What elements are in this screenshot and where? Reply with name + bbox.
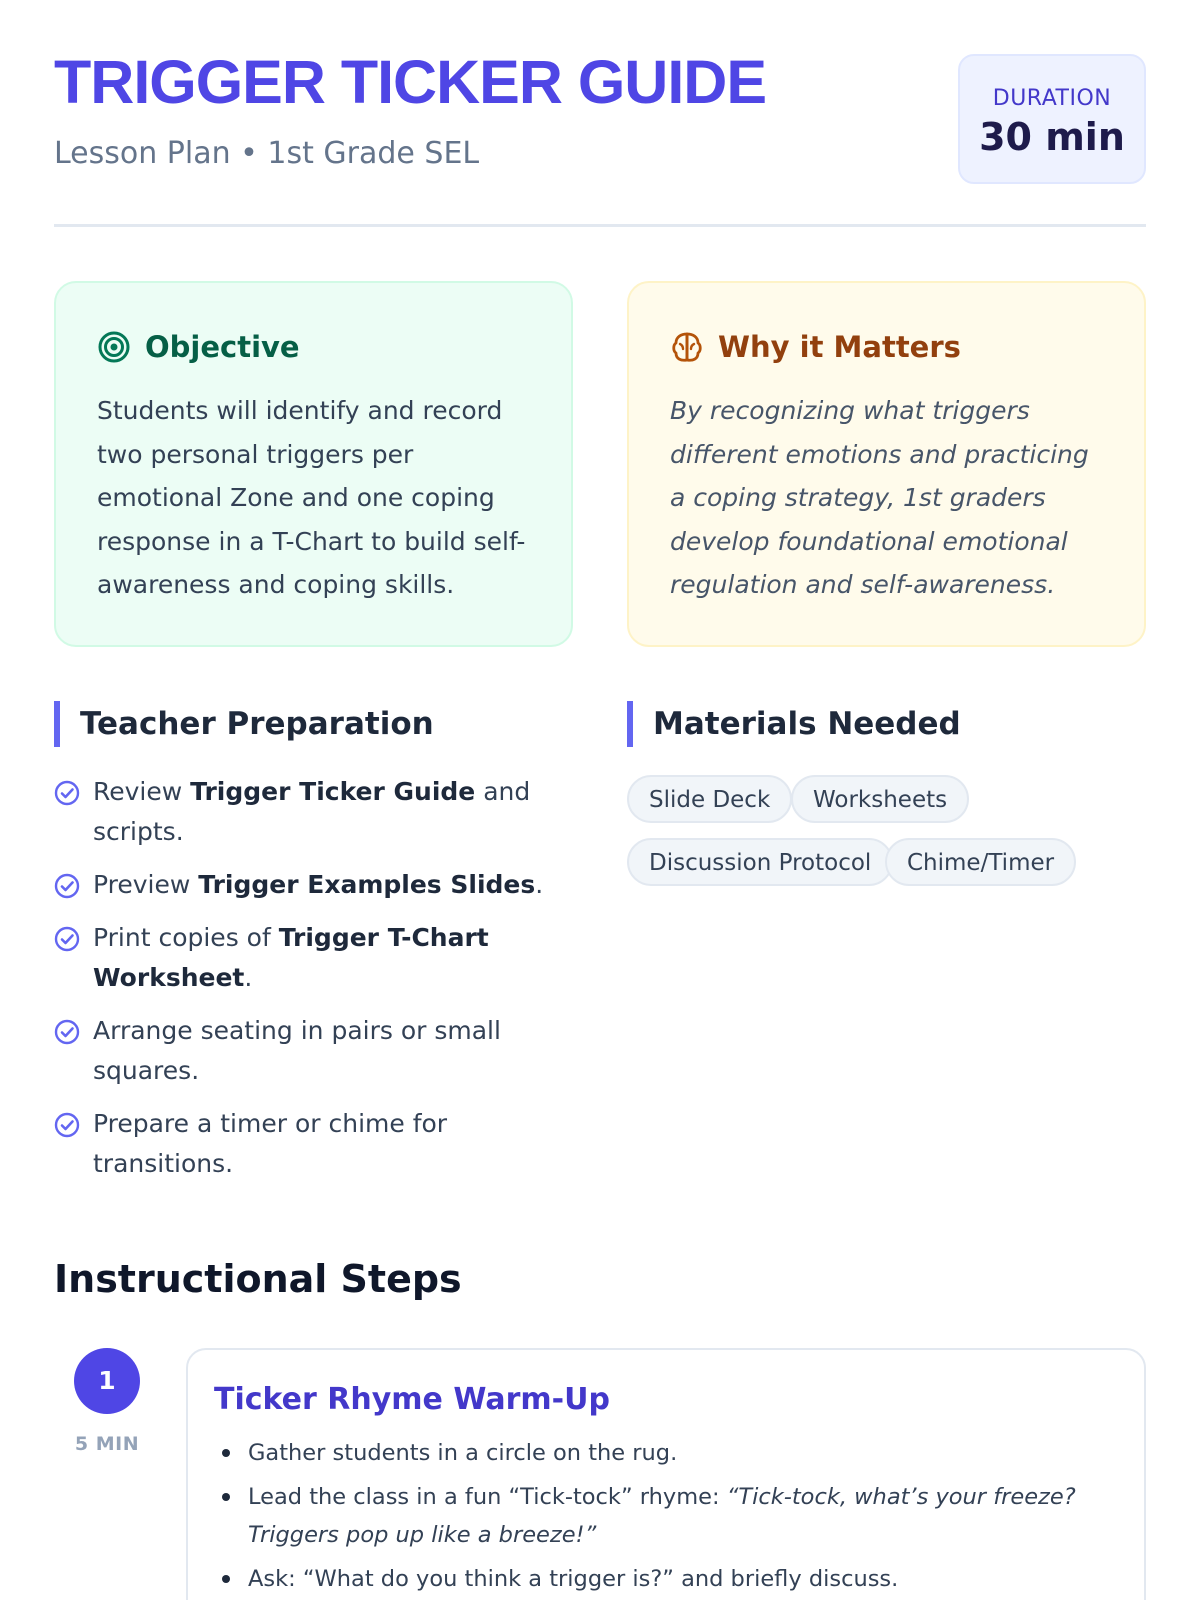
prep-item-text: Prepare a timer or chime for transitions. [93, 1109, 448, 1178]
material-chip: Discussion Protocol [627, 838, 893, 886]
prep-item-text: Print copies of [93, 923, 279, 952]
prep-item-text: Preview [93, 870, 199, 899]
duration-badge [958, 54, 1146, 184]
step-bullet-text: Gather students in a circle on the rug. [248, 1440, 678, 1466]
prep-item [54, 772, 594, 852]
step-title: Ticker Rhyme Warm-Up [214, 1382, 610, 1417]
brain-icon [670, 330, 704, 364]
step-bullet-text: Ask: “What do you think a trigger is?” and briefly discuss. [248, 1566, 899, 1592]
objective-body: Students will identify and record two personal triggers per emotional Zone and one coping response in a T-Chart to build self-awareness and coping skills. [97, 396, 526, 599]
material-chip: Worksheets [791, 775, 969, 823]
prep-item [54, 918, 594, 998]
why-header [670, 327, 1104, 367]
why-title: Why it Matters [718, 330, 961, 364]
prep-item [54, 1104, 594, 1184]
objective-header [97, 327, 531, 367]
step-card [186, 1348, 1146, 1600]
lesson-plan-page [54, 0, 1146, 1592]
teacher-prep-heading: Teacher Preparation [54, 701, 434, 747]
check-circle-icon [54, 780, 80, 806]
prep-item-text: Arrange seating in pairs or small squares. [93, 1016, 501, 1085]
duration-value: 30 min [979, 115, 1125, 159]
materials-heading: Materials Needed [627, 701, 961, 747]
step-bullet [214, 1560, 1118, 1598]
step-duration: 5 MIN [74, 1433, 140, 1455]
step-bullet-text: Lead the class in a fun “Tick-tock” rhyme: [248, 1484, 727, 1510]
prep-item-text: Review [93, 777, 191, 806]
check-circle-icon [54, 873, 80, 899]
header [54, 0, 1146, 227]
teacher-prep-list [54, 772, 594, 1197]
why-card [627, 281, 1146, 647]
page-title: TRIGGER TICKER GUIDE [54, 48, 767, 116]
step-number: 1 [74, 1348, 140, 1414]
objective-card [54, 281, 573, 647]
target-icon [97, 330, 131, 364]
prep-item-emphasis: Trigger T-Chart Worksheet [93, 923, 489, 992]
why-body: By recognizing what triggers different emotions and practicing a coping strategy, 1st graders develop foundational emotional regulation and self-awareness. [670, 396, 1089, 599]
prep-item-text: and scripts. [93, 777, 531, 846]
prep-item [54, 1011, 594, 1091]
prep-item-emphasis: Trigger Examples Slides [198, 870, 536, 899]
prep-item-emphasis: Trigger Ticker Guide [190, 777, 476, 806]
objective-title: Objective [145, 330, 300, 364]
page-subtitle: Lesson Plan • 1st Grade SEL [54, 136, 480, 171]
step-bullets [214, 1434, 1118, 1598]
material-chip: Slide Deck [627, 775, 792, 823]
material-chip: Chime/Timer [885, 838, 1076, 886]
check-circle-icon [54, 1112, 80, 1138]
prep-item [54, 865, 594, 905]
step-bullet [214, 1434, 1118, 1472]
step-bullet [214, 1478, 1118, 1554]
steps-heading: Instructional Steps [54, 1257, 462, 1301]
step-bullet-quote: “Tick-tock, what’s your freeze? Triggers pop up like a breeze!” [248, 1484, 1076, 1548]
check-circle-icon [54, 1019, 80, 1045]
prep-item-text: . [535, 870, 544, 899]
check-circle-icon [54, 926, 80, 952]
prep-item-text: . [244, 963, 253, 992]
info-cards [54, 281, 1146, 647]
duration-label: DURATION [992, 86, 1112, 111]
